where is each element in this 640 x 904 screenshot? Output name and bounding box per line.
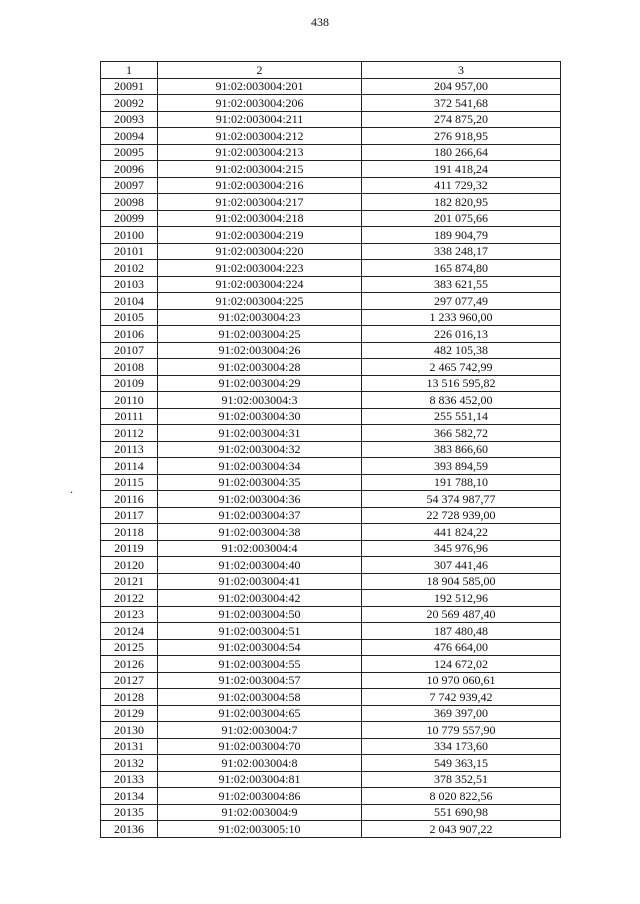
table-row [101, 78, 561, 95]
table-row [101, 524, 561, 541]
row-index-cell: 20098 [101, 194, 158, 211]
table-row [101, 342, 561, 359]
table-row [101, 821, 561, 838]
table-row [101, 210, 561, 227]
value-cell: 2 043 907,22 [362, 821, 561, 838]
table-row [101, 573, 561, 590]
table-row [101, 194, 561, 211]
cadastral-number-cell: 91:02:003005:10 [158, 821, 362, 838]
row-index-cell: 20106 [101, 326, 158, 343]
row-index-cell: 20129 [101, 705, 158, 722]
value-cell: 2 465 742,99 [362, 359, 561, 376]
row-index-cell: 20112 [101, 425, 158, 442]
table-row [101, 755, 561, 772]
row-index-cell: 20113 [101, 441, 158, 458]
cadastral-number-cell: 91:02:003004:65 [158, 705, 362, 722]
value-cell: 549 363,15 [362, 755, 561, 772]
value-cell: 226 016,13 [362, 326, 561, 343]
value-cell: 192 512,96 [362, 590, 561, 607]
row-index-cell: 20118 [101, 524, 158, 541]
table-row [101, 243, 561, 260]
row-index-cell: 20096 [101, 161, 158, 178]
value-cell: 411 729,32 [362, 177, 561, 194]
row-index-cell: 20099 [101, 210, 158, 227]
cadastral-number-cell: 91:02:003004:32 [158, 441, 362, 458]
row-index-cell: 20133 [101, 771, 158, 788]
value-cell: 8 836 452,00 [362, 392, 561, 409]
table-row [101, 672, 561, 689]
row-index-cell: 20130 [101, 722, 158, 739]
table-row [101, 623, 561, 640]
row-index-cell: 20091 [101, 78, 158, 95]
cadastral-number-cell: 91:02:003004:31 [158, 425, 362, 442]
table-row [101, 392, 561, 409]
table-row [101, 359, 561, 376]
cadastral-number-cell: 91:02:003004:216 [158, 177, 362, 194]
row-index-cell: 20100 [101, 227, 158, 244]
row-index-cell: 20123 [101, 606, 158, 623]
value-cell: 22 728 939,00 [362, 507, 561, 524]
cadastral-number-cell: 91:02:003004:223 [158, 260, 362, 277]
value-cell: 482 105,38 [362, 342, 561, 359]
row-index-cell: 20117 [101, 507, 158, 524]
cadastral-number-cell: 91:02:003004:25 [158, 326, 362, 343]
table-row [101, 491, 561, 508]
row-index-cell: 20094 [101, 128, 158, 145]
cadastral-number-cell: 91:02:003004:55 [158, 656, 362, 673]
value-cell: 8 020 822,56 [362, 788, 561, 805]
cadastral-number-cell: 91:02:003004:51 [158, 623, 362, 640]
value-cell: 10 779 557,90 [362, 722, 561, 739]
value-cell: 383 866,60 [362, 441, 561, 458]
table-row [101, 260, 561, 277]
cadastral-number-cell: 91:02:003004:86 [158, 788, 362, 805]
row-index-cell: 20097 [101, 177, 158, 194]
table-row [101, 128, 561, 145]
cadastral-number-cell: 91:02:003004:57 [158, 672, 362, 689]
value-cell: 378 352,51 [362, 771, 561, 788]
value-cell: 182 820,95 [362, 194, 561, 211]
table-row [101, 656, 561, 673]
row-index-cell: 20127 [101, 672, 158, 689]
cadastral-number-cell: 91:02:003004:217 [158, 194, 362, 211]
header-row [101, 62, 561, 79]
row-index-cell: 20108 [101, 359, 158, 376]
row-index-cell: 20110 [101, 392, 158, 409]
cadastral-number-cell: 91:02:003004:42 [158, 590, 362, 607]
value-cell: 7 742 939,42 [362, 689, 561, 706]
cadastral-number-cell: 91:02:003004:3 [158, 392, 362, 409]
value-cell: 366 582,72 [362, 425, 561, 442]
value-cell: 10 970 060,61 [362, 672, 561, 689]
margin-mark: . [70, 482, 73, 496]
value-cell: 54 374 987,77 [362, 491, 561, 508]
value-cell: 165 874,80 [362, 260, 561, 277]
cadastral-number-cell: 91:02:003004:28 [158, 359, 362, 376]
cadastral-number-cell: 91:02:003004:34 [158, 458, 362, 475]
table-row [101, 557, 561, 574]
table-row [101, 639, 561, 656]
cadastral-number-cell: 91:02:003004:70 [158, 738, 362, 755]
row-index-cell: 20136 [101, 821, 158, 838]
cadastral-number-cell: 91:02:003004:29 [158, 375, 362, 392]
cadastral-number-cell: 91:02:003004:224 [158, 276, 362, 293]
table-row [101, 788, 561, 805]
table-row [101, 111, 561, 128]
cadastral-number-cell: 91:02:003004:26 [158, 342, 362, 359]
value-cell: 334 173,60 [362, 738, 561, 755]
row-index-cell: 20134 [101, 788, 158, 805]
value-cell: 393 894,59 [362, 458, 561, 475]
value-cell: 20 569 487,40 [362, 606, 561, 623]
row-index-cell: 20122 [101, 590, 158, 607]
table-row [101, 161, 561, 178]
row-index-cell: 20120 [101, 557, 158, 574]
value-cell: 274 875,20 [362, 111, 561, 128]
value-cell: 180 266,64 [362, 144, 561, 161]
row-index-cell: 20107 [101, 342, 158, 359]
cadastral-number-cell: 91:02:003004:206 [158, 95, 362, 112]
table-row [101, 425, 561, 442]
cadastral-number-cell: 91:02:003004:38 [158, 524, 362, 541]
table-row [101, 227, 561, 244]
table-row [101, 722, 561, 739]
table-row [101, 144, 561, 161]
cadastral-number-cell: 91:02:003004:211 [158, 111, 362, 128]
row-index-cell: 20093 [101, 111, 158, 128]
column-header-cadastral-number: 2 [158, 62, 362, 79]
cadastral-number-cell: 91:02:003004:50 [158, 606, 362, 623]
value-cell: 201 075,66 [362, 210, 561, 227]
cadastral-number-cell: 91:02:003004:54 [158, 639, 362, 656]
cadastral-number-cell: 91:02:003004:23 [158, 309, 362, 326]
row-index-cell: 20115 [101, 474, 158, 491]
row-index-cell: 20101 [101, 243, 158, 260]
cadastral-number-cell: 91:02:003004:35 [158, 474, 362, 491]
table-row [101, 276, 561, 293]
page-number: 438 [311, 15, 329, 29]
cadastral-number-cell: 91:02:003004:219 [158, 227, 362, 244]
row-index-cell: 20128 [101, 689, 158, 706]
cadastral-number-cell: 91:02:003004:81 [158, 771, 362, 788]
cadastral-number-cell: 91:02:003004:58 [158, 689, 362, 706]
value-cell: 338 248,17 [362, 243, 561, 260]
row-index-cell: 20119 [101, 540, 158, 557]
row-index-cell: 20114 [101, 458, 158, 475]
row-index-cell: 20124 [101, 623, 158, 640]
value-cell: 13 516 595,82 [362, 375, 561, 392]
cadastral-number-cell: 91:02:003004:30 [158, 408, 362, 425]
cadastral-number-cell: 91:02:003004:213 [158, 144, 362, 161]
table-row [101, 408, 561, 425]
table-row [101, 540, 561, 557]
table-row [101, 705, 561, 722]
cadastral-number-cell: 91:02:003004:215 [158, 161, 362, 178]
table-row [101, 771, 561, 788]
cadastral-value-table [100, 61, 561, 838]
value-cell: 383 621,55 [362, 276, 561, 293]
cadastral-number-cell: 91:02:003004:40 [158, 557, 362, 574]
cadastral-number-cell: 91:02:003004:4 [158, 540, 362, 557]
value-cell: 297 077,49 [362, 293, 561, 310]
table-row [101, 375, 561, 392]
value-cell: 18 904 585,00 [362, 573, 561, 590]
table-row [101, 606, 561, 623]
value-cell: 255 551,14 [362, 408, 561, 425]
cadastral-number-cell: 91:02:003004:201 [158, 78, 362, 95]
row-index-cell: 20103 [101, 276, 158, 293]
value-cell: 369 397,00 [362, 705, 561, 722]
row-index-cell: 20125 [101, 639, 158, 656]
cadastral-number-cell: 91:02:003004:212 [158, 128, 362, 145]
row-index-cell: 20109 [101, 375, 158, 392]
table-row [101, 474, 561, 491]
column-header-value: 3 [362, 62, 561, 79]
value-cell: 191 418,24 [362, 161, 561, 178]
value-cell: 276 918,95 [362, 128, 561, 145]
row-index-cell: 20111 [101, 408, 158, 425]
row-index-cell: 20092 [101, 95, 158, 112]
value-cell: 372 541,68 [362, 95, 561, 112]
table-row [101, 293, 561, 310]
value-cell: 307 441,46 [362, 557, 561, 574]
table-row [101, 309, 561, 326]
cadastral-number-cell: 91:02:003004:41 [158, 573, 362, 590]
row-index-cell: 20105 [101, 309, 158, 326]
row-index-cell: 20095 [101, 144, 158, 161]
table-row [101, 441, 561, 458]
value-cell: 345 976,96 [362, 540, 561, 557]
cadastral-number-cell: 91:02:003004:37 [158, 507, 362, 524]
value-cell: 187 480,48 [362, 623, 561, 640]
value-cell: 1 233 960,00 [362, 309, 561, 326]
value-cell: 124 672,02 [362, 656, 561, 673]
row-index-cell: 20135 [101, 804, 158, 821]
row-index-cell: 20126 [101, 656, 158, 673]
value-cell: 191 788,10 [362, 474, 561, 491]
row-index-cell: 20121 [101, 573, 158, 590]
table-row [101, 326, 561, 343]
table-header [101, 62, 561, 79]
cadastral-number-cell: 91:02:003004:7 [158, 722, 362, 739]
cadastral-number-cell: 91:02:003004:9 [158, 804, 362, 821]
value-cell: 189 904,79 [362, 227, 561, 244]
table-body [101, 78, 561, 837]
table-row [101, 590, 561, 607]
row-index-cell: 20132 [101, 755, 158, 772]
column-header-index: 1 [101, 62, 158, 79]
table-row [101, 177, 561, 194]
row-index-cell: 20131 [101, 738, 158, 755]
cadastral-number-cell: 91:02:003004:218 [158, 210, 362, 227]
cadastral-number-cell: 91:02:003004:220 [158, 243, 362, 260]
table-row [101, 804, 561, 821]
cadastral-number-cell: 91:02:003004:8 [158, 755, 362, 772]
row-index-cell: 20104 [101, 293, 158, 310]
table-row [101, 95, 561, 112]
table-row [101, 738, 561, 755]
value-cell: 441 824,22 [362, 524, 561, 541]
cadastral-number-cell: 91:02:003004:225 [158, 293, 362, 310]
cadastral-number-cell: 91:02:003004:36 [158, 491, 362, 508]
table-row [101, 689, 561, 706]
value-cell: 476 664,00 [362, 639, 561, 656]
row-index-cell: 20116 [101, 491, 158, 508]
row-index-cell: 20102 [101, 260, 158, 277]
value-cell: 204 957,00 [362, 78, 561, 95]
value-cell: 551 690,98 [362, 804, 561, 821]
table-row [101, 458, 561, 475]
table-row [101, 507, 561, 524]
